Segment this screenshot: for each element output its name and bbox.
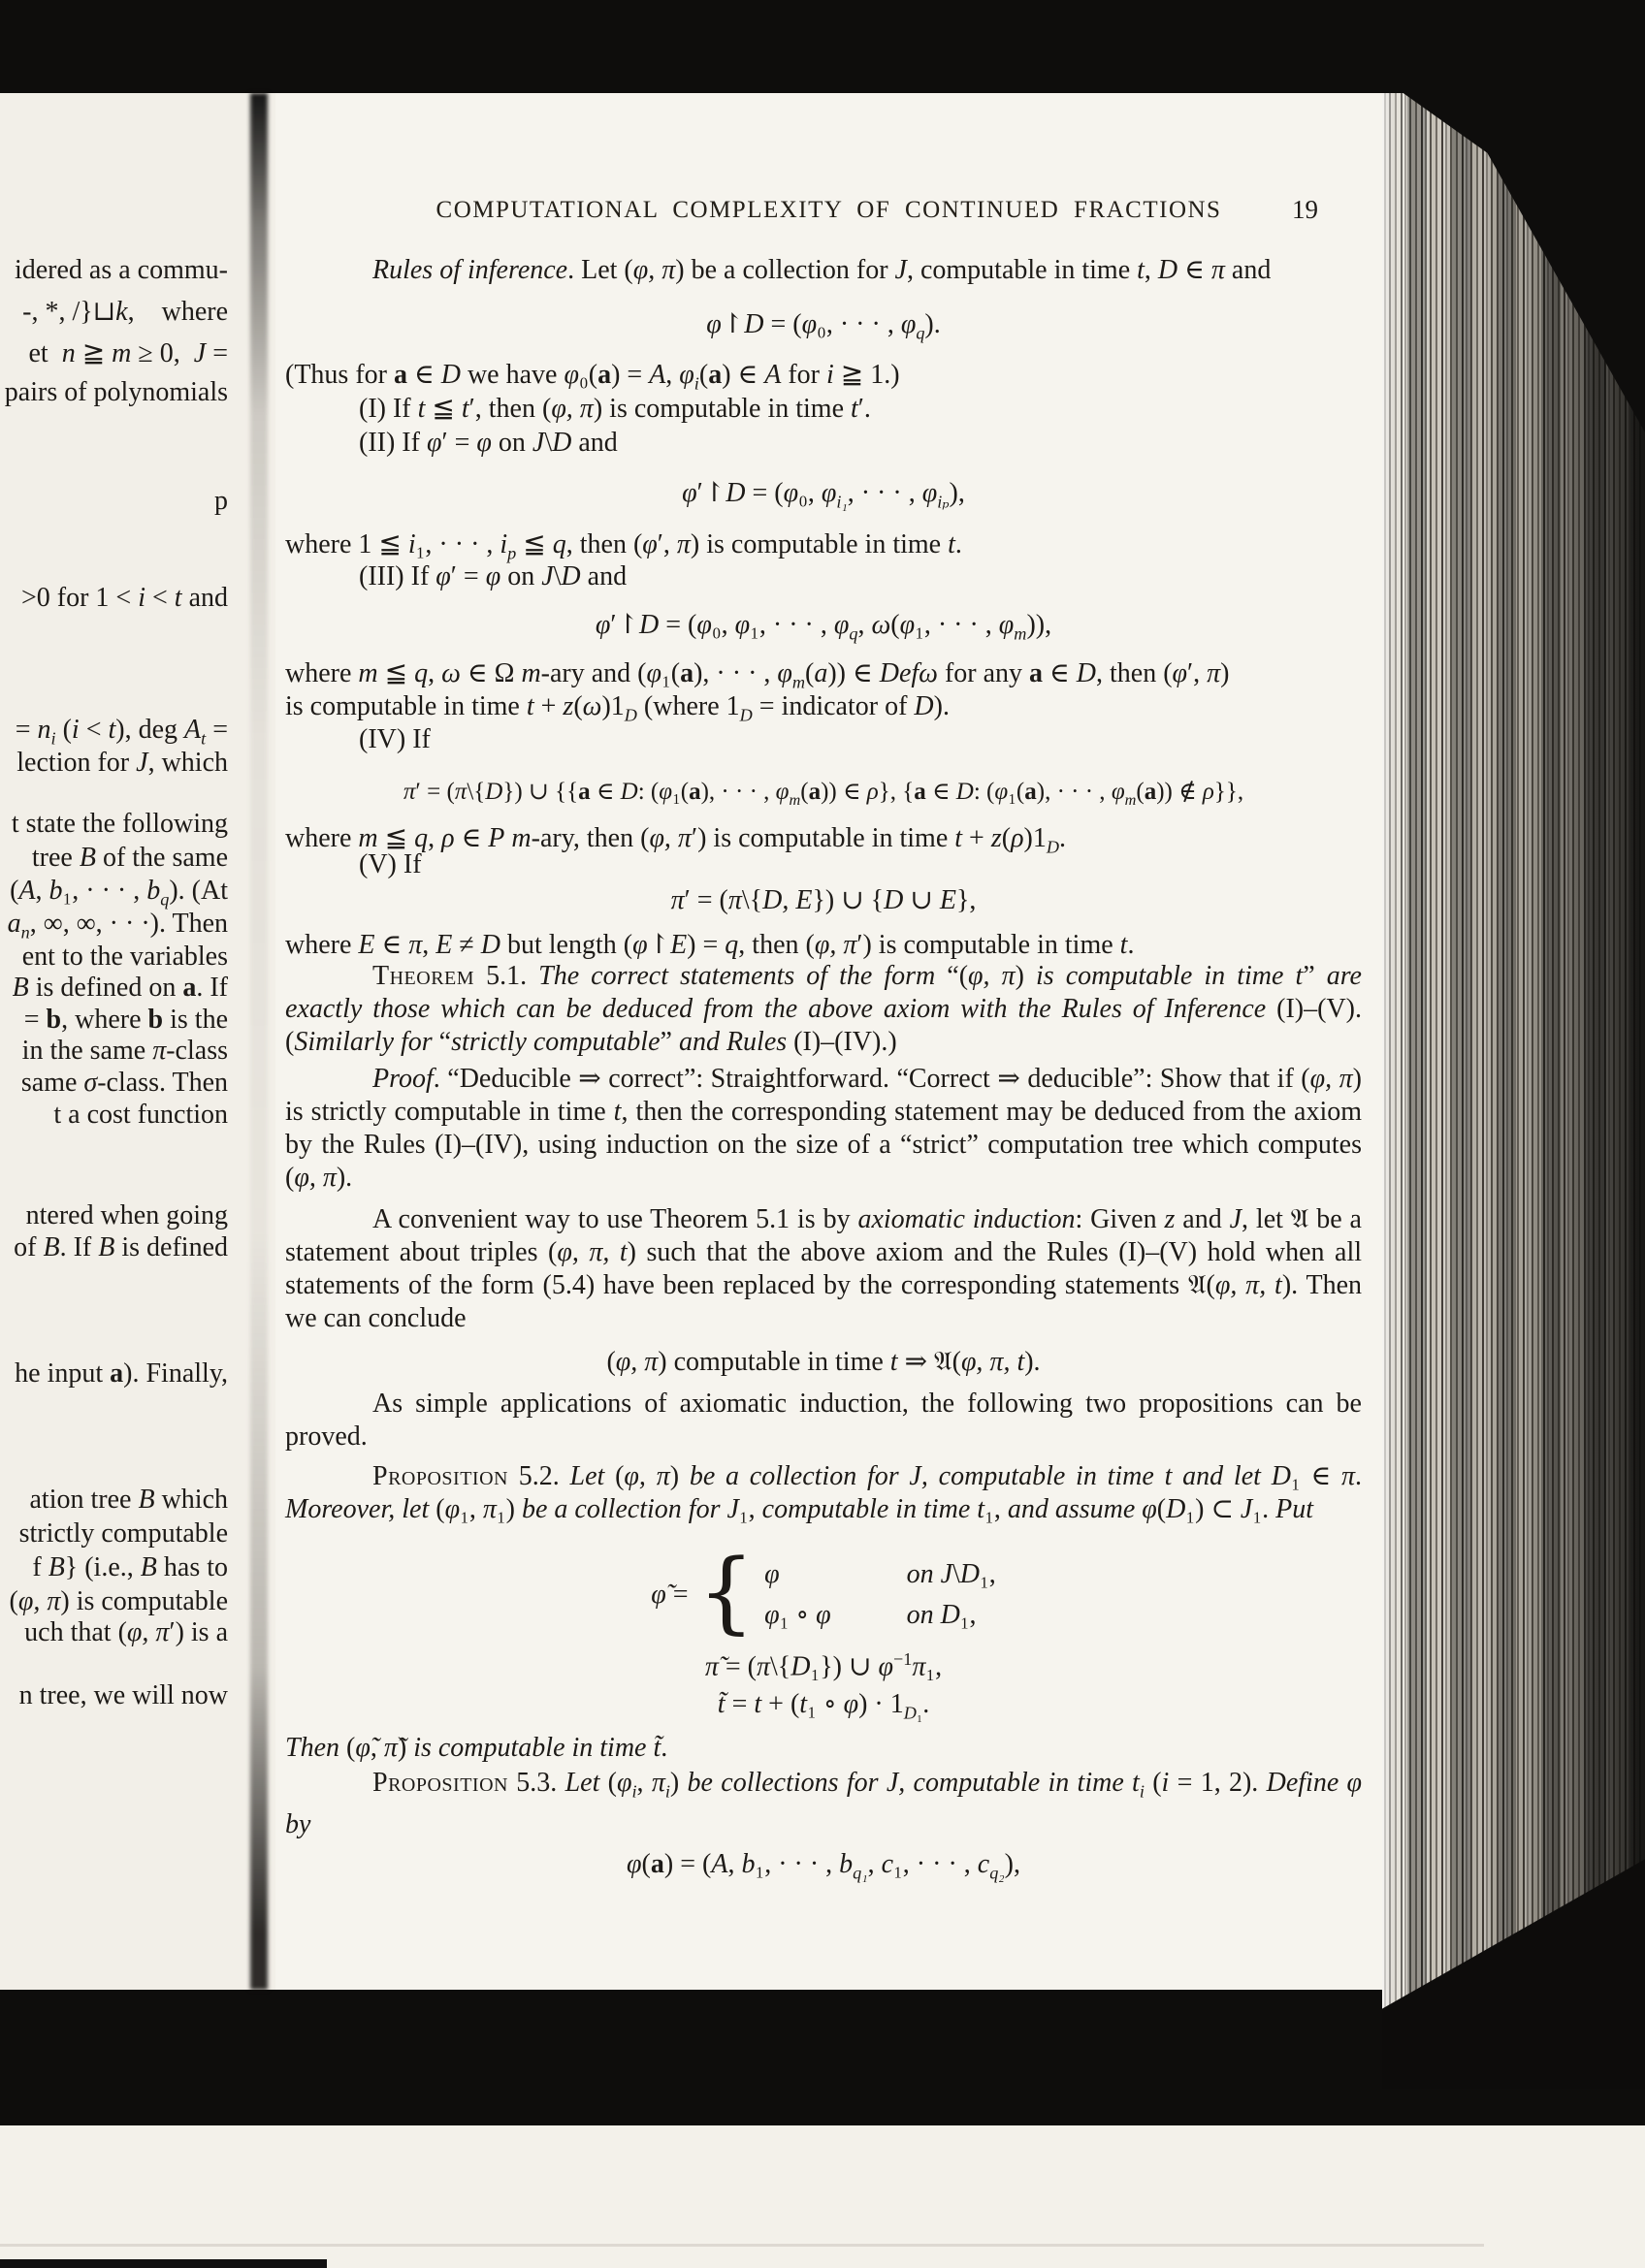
margin-fragment: -, *, /}⊔k, where: [22, 297, 228, 327]
proposition-5-2: Proposition 5.2. Let (φ, π) be a collection for J, computable in time t and let D₁ ∈ π. Moreover, let (φ₁, π₁) be a collection for J₁, computable in time t₁, and assume φ(D₁) ⊂ J₁. Put: [285, 1461, 1363, 1524]
rule-V: (V) If: [359, 849, 422, 879]
proposition-5-3: Proposition 5.3. Let ($\varphi_i$, $\pi_i$) be collections for J, computable in time $t_i$ (i = 1, 2). Define φ by: [285, 1768, 1363, 1839]
margin-fragment: (A, b₁, · · · , $b_q$). (At: [10, 876, 228, 910]
book-page: [275, 93, 1382, 1990]
margin-fragment: lection for J, which: [16, 748, 228, 778]
margin-fragment: of B. If B is defined: [14, 1232, 228, 1262]
equation-t-tilde: t̃ = t + (t₁ ∘ $\varphi) \cdot 1_{D_1}$.: [717, 1689, 930, 1723]
case-1-expression: φ: [764, 1559, 780, 1590]
rule-II: (II) If φ′ = φ on J\D and: [359, 428, 618, 458]
paragraph-thus: (Thus for a ∈ D we have φ₀(a) = A, $\varphi_i(a)$ ∈ A for i ≧ 1.): [285, 360, 900, 394]
rule-III-condition-1: where m ≦ q, ω ∈ Ω m-ary and (φ₁(a), · · · , $\varphi_m(a)$) ∈ Defω for any a ∈ D, then (φ′, π): [285, 658, 1230, 692]
margin-fragment: in the same π-class: [21, 1036, 228, 1066]
scan-artifact-line: [0, 2244, 1484, 2247]
book-fore-edge: [1382, 93, 1645, 2089]
running-title: COMPUTATIONAL COMPLEXITY OF CONTINUED FRACTIONS: [435, 197, 1222, 223]
equation-conclude: (φ, π) computable in time t ⇒ 𝔄(φ, π, t).: [606, 1347, 1041, 1377]
equation-phi-tilde-cases: [285, 1540, 1362, 1644]
margin-fragment: et n ≧ m ≥ 0, J =: [28, 338, 228, 368]
paragraph-rules-of-inference: Rules of inference. Let (φ, π) be a collection for J, computable in time t, D ∈ π and: [372, 255, 1272, 285]
equation-rule-II: φ′↾D = (φ₀, $\varphi_{i_1}$, · · · , $\varphi_{i_p}$),: [682, 478, 965, 512]
margin-fragment: pairs of polynomials: [4, 377, 228, 407]
margin-fragment: = $n_i$ (i < t), deg $A_t$ =: [15, 715, 228, 749]
margin-fragment: B is defined on a. If: [12, 973, 228, 1003]
rule-V-condition: where E ∈ π, E ≠ D but length (φ↾E) = q, then (φ, π′) is computable in time t.: [285, 930, 1135, 960]
axiomatic-induction-paragraph: A convenient way to use Theorem 5.1 is by axiomatic induction: Given z and J, let 𝔄 be a statement about triples (φ, π, t) such that the above axiom and the Rules (I)–(V) hold when all statements of the form (5.4) have been replaced by the corresponding statements 𝔄(φ, π, t). Then we can conclude: [285, 1204, 1363, 1333]
equation-proposition-5-3: φ(a) = (A, b₁, · · · , $b_{q_1}$, c₁, · · · , $c_{q_2}$),: [627, 1849, 1020, 1883]
margin-fragment: same σ-class. Then: [20, 1068, 228, 1098]
margin-fragment: ation tree B which: [29, 1485, 228, 1515]
margin-fragment: $a_n$, ∞, ∞, · · ·). Then: [7, 909, 228, 942]
page-number: 19: [1292, 195, 1318, 224]
margin-fragment: idered as a commu-: [14, 255, 228, 285]
cases-lhs: φ̃ =: [651, 1580, 689, 1611]
margin-fragment: p: [214, 486, 228, 516]
margin-fragment: = b, where b is the: [23, 1005, 228, 1035]
background-wedge-bottom: [1382, 93, 1645, 2089]
then-computable-line: Then (φ̃, π̃) is computable in time t̃.: [285, 1733, 668, 1763]
rule-IV-condition: where m ≦ q, ρ ∈ P m-ary, then (φ, π′) is computable in time $t + z(\rho)1_D$.: [285, 823, 1066, 857]
margin-fragment: uch that (φ, π′) is a: [24, 1617, 228, 1647]
rule-II-condition: where 1 ≦ i₁, · · · , $i_p$ ≦ q, then (φ′, π) is computable in time t.: [285, 529, 962, 563]
equation-restriction: φ↾D = (φ₀, · · · , $\varphi_q$).: [706, 309, 941, 343]
proof-paragraph: Proof. “Deducible ⇒ correct”: Straightforward. “Correct ⇒ deducible”: Show that if (φ, π) is strictly computable in time t, then the corresponding statement may be deduced from the axiom by the Rules (I)–(IV), using induction on the size of a “strict” computation tree which computes (φ, π).: [285, 1064, 1362, 1193]
equation-rule-III: φ′↾D = (φ₀, φ₁, · · · , $\varphi_q$, ω(φ₁, · · · , $\varphi_m$)),: [595, 610, 1052, 644]
facing-page-edge: [0, 93, 275, 1990]
rule-IV: (IV) If: [359, 724, 431, 754]
rule-I: (I) If t ≦ t′, then (φ, π) is computable in time t′.: [359, 394, 871, 424]
equation-rule-V: π′ = (π\{D, E}) ∪ {D ∪ E},: [670, 885, 977, 915]
margin-fragment: f B} (i.e., B has to: [32, 1552, 228, 1582]
margin-fragment: (φ, π) is computable: [9, 1586, 228, 1616]
margin-fragment: t state the following: [11, 809, 228, 839]
margin-fragment: n tree, we will now: [18, 1680, 228, 1710]
margin-fragment: t a cost function: [53, 1100, 228, 1130]
cases-brace: {: [697, 1540, 756, 1644]
theorem-5-1: Theorem 5.1. The correct statements of the form “(φ, π) is computable in time t” are exactly those which can be deduced from the above axiom with the Rules of Inference (I)–(V). (Similarly for “strictly computable” and Rules (I)–(IV).): [285, 961, 1362, 1057]
margin-fragment: ntered when going: [25, 1200, 228, 1230]
margin-fragment: strictly computable: [18, 1518, 228, 1549]
background-wedge-top: [1382, 93, 1645, 2089]
equation-pi-tilde: π̃ = (π\{D₁}) ∪ $\varphi^{-1}\pi_1$,: [704, 1649, 943, 1682]
paragraph-simple-applications: As simple applications of axiomatic induction, the following two propositions can be proved.: [285, 1389, 1362, 1452]
margin-fragment: he input a). Finally,: [15, 1358, 228, 1389]
rule-III: (III) If φ′ = φ on J\D and: [359, 561, 628, 591]
scan-artifact-corner: [0, 2259, 327, 2268]
rule-III-condition-2: is computable in time $t + z(\omega)1_D$ (where $1_D$ = indicator of D).: [285, 691, 950, 725]
equation-rule-IV: π′ = (π\{D}) ∪ {{a ∈ D: (φ₁(a), · · · , $\varphi_m(a)$) ∈ ρ}, {a ∈ D: (φ₁(a), · · · , $\varphi_m(a)$) ∉ ρ}},: [403, 779, 1244, 809]
margin-fragment: >0 for 1 < i < t and: [20, 583, 228, 613]
case-2-condition: on D₁,: [906, 1600, 977, 1631]
page-gutter-shadow: [250, 93, 268, 1990]
case-2-expression: φ₁ ∘ φ: [764, 1600, 831, 1631]
margin-fragment: tree B of the same: [31, 843, 228, 873]
case-1-condition: on J\D₁,: [906, 1559, 996, 1590]
margin-fragment: ent to the variables: [21, 942, 228, 972]
